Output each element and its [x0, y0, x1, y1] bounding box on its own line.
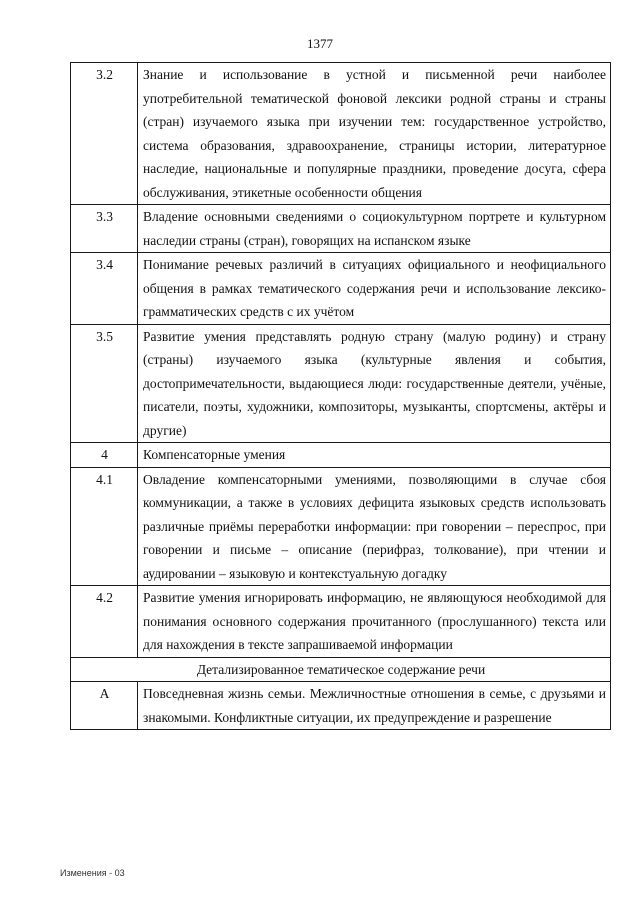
- row-number: 3.5: [71, 324, 138, 443]
- table-row: [71, 443, 611, 468]
- row-text: Компенсаторные умения: [138, 443, 611, 468]
- row-number: 3.3: [71, 205, 138, 253]
- row-number: 4: [71, 443, 138, 468]
- row-number: 4.1: [71, 467, 138, 586]
- table-row: [71, 63, 611, 205]
- page-number: 1377: [307, 36, 333, 51]
- row-text: Владение основными сведениями о социокультурном портрете и культурном наследии страны (стран), говорящих на испанском языке: [138, 205, 611, 253]
- row-number: 3.4: [71, 253, 138, 325]
- table-row: [71, 253, 611, 325]
- table-row: [71, 467, 611, 586]
- row-text: Понимание речевых различий в ситуациях официального и неофициального общения в рамках тематического содержания речи и использование лексико-грамматических средств с их учётом: [138, 253, 611, 325]
- row-text: Знание и использование в устной и письменной речи наиболее употребительной тематической фоновой лексики родной страны и страны (стран) изучаемого языка при изучении тем: государственное устройство, система образования, здравоохранение, страницы истории, литературное наследие, национальные и популярные праздники, проведение досуга, сфера обслуживания, этикетные особенности общения: [138, 63, 611, 205]
- row-text: Повседневная жизнь семьи. Межличностные отношения в семье, с друзьями и знакомыми. Конфликтные ситуации, их предупреждение и разрешение: [138, 682, 611, 730]
- row-number: А: [71, 682, 138, 730]
- footer-revision: Изменения - 03: [60, 868, 125, 878]
- section-heading-row: [71, 657, 611, 682]
- row-number: 4.2: [71, 586, 138, 658]
- content-table: [70, 62, 611, 730]
- row-number: 3.2: [71, 63, 138, 205]
- table-row: [71, 205, 611, 253]
- table-row: [71, 682, 611, 730]
- section-heading: Детализированное тематическое содержание речи: [71, 657, 611, 682]
- row-text: Овладение компенсаторными умениями, позволяющими в случае сбоя коммуникации, а также в условиях дефицита языковых средств использовать различные приёмы переработки информации: при говорении – переспрос, при говорении и письме – описание (перифраз, толкование), при чтении и аудировании – языковую и контекстуальную догадку: [138, 467, 611, 586]
- table-row: [71, 324, 611, 443]
- table-row: [71, 586, 611, 658]
- row-text: Развитие умения представлять родную страну (малую родину) и страну (страны) изучаемого языка (культурные явления и события, достопримечательности, выдающиеся люди: государственные деятели, учёные, писатели, поэты, художники, композиторы, музыканты, спортсмены, актёры и другие): [138, 324, 611, 443]
- row-text: Развитие умения игнорировать информацию, не являющуюся необходимой для понимания основного содержания прочитанного (прослушанного) текста или для нахождения в тексте запрашиваемой информации: [138, 586, 611, 658]
